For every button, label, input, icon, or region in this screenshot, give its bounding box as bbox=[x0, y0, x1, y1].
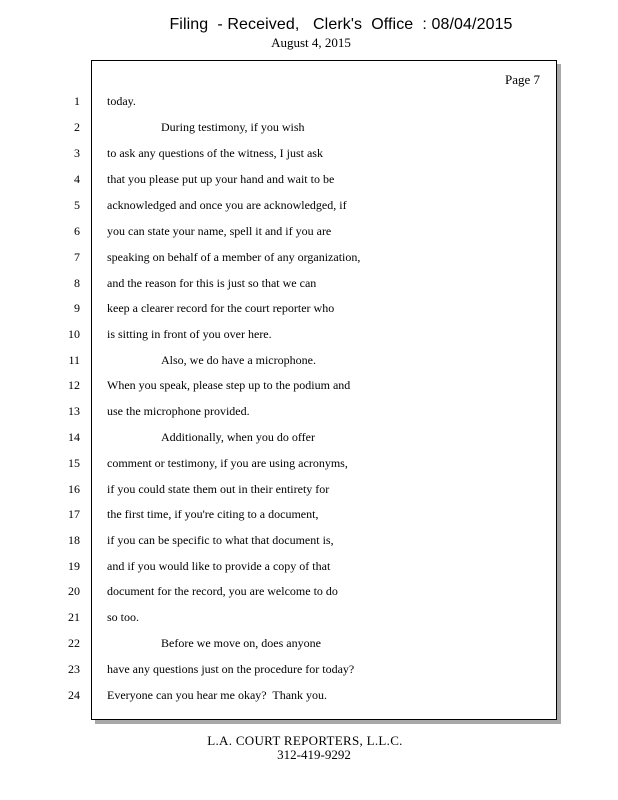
transcript-line: Also, we do have a microphone. bbox=[161, 353, 316, 367]
line-number: 23 bbox=[68, 662, 80, 676]
transcript-line: today. bbox=[107, 94, 136, 108]
line-number: 22 bbox=[68, 636, 80, 650]
line-number: 11 bbox=[68, 353, 80, 367]
line-number: 16 bbox=[68, 482, 80, 496]
transcript-line: speaking on behalf of a member of any organization, bbox=[107, 250, 361, 264]
transcript-line: that you please put up your hand and wait to be bbox=[107, 172, 335, 186]
transcript-line: to ask any questions of the witness, I just ask bbox=[107, 146, 323, 160]
line-number: 13 bbox=[68, 404, 80, 418]
transcript-line: and the reason for this is just so that we can bbox=[107, 276, 317, 290]
line-number: 8 bbox=[74, 276, 80, 290]
line-number: 17 bbox=[68, 507, 80, 521]
line-number: 3 bbox=[74, 146, 80, 160]
transcript-line: if you could state them out in their entirety for bbox=[107, 482, 330, 496]
transcript-line: During testimony, if you wish bbox=[161, 120, 305, 134]
transcript-line: the first time, if you're citing to a document, bbox=[107, 507, 319, 521]
transcript-line: use the microphone provided. bbox=[107, 404, 250, 418]
line-number: 19 bbox=[68, 559, 80, 573]
line-number: 9 bbox=[74, 301, 80, 315]
transcript-line: if you can be specific to what that document is, bbox=[107, 533, 334, 547]
transcript-line: Before we move on, does anyone bbox=[161, 636, 321, 650]
transcript-line: and if you would like to provide a copy of that bbox=[107, 559, 331, 573]
line-number: 6 bbox=[74, 224, 80, 238]
transcript-line: Additionally, when you do offer bbox=[161, 430, 315, 444]
transcript-line: Everyone can you hear me okay? Thank you. bbox=[107, 688, 328, 702]
transcript-line: so too. bbox=[107, 610, 140, 624]
transcript-line: is sitting in front of you over here. bbox=[107, 327, 272, 341]
line-number: 24 bbox=[68, 688, 80, 702]
line-number: 2 bbox=[74, 120, 80, 134]
line-number: 14 bbox=[68, 430, 80, 444]
line-number: 1 bbox=[74, 94, 80, 108]
transcript-line: keep a clearer record for the court reporter who bbox=[107, 301, 335, 315]
filing-date: August 4, 2015 bbox=[271, 35, 351, 50]
line-number: 21 bbox=[68, 610, 80, 624]
line-number: 7 bbox=[74, 250, 80, 264]
footer-firm-name: L.A. COURT REPORTERS, L.L.C. bbox=[207, 733, 403, 748]
line-number: 10 bbox=[68, 327, 80, 341]
transcript-line: have any questions just on the procedure for today? bbox=[107, 662, 355, 676]
line-number: 5 bbox=[74, 198, 80, 212]
footer-phone: 312-419-9292 bbox=[277, 747, 351, 762]
line-number: 20 bbox=[68, 584, 80, 598]
page-number: Page 7 bbox=[504, 72, 540, 87]
transcript-line: document for the record, you are welcome to do bbox=[107, 584, 338, 598]
line-number: 4 bbox=[74, 172, 80, 186]
filing-stamp: Filing - Received, Clerk's Office : 08/04/2015 bbox=[169, 16, 513, 33]
transcript-line: comment or testimony, if you are using acronyms, bbox=[107, 456, 348, 470]
line-number: 12 bbox=[68, 378, 80, 392]
line-number: 15 bbox=[68, 456, 80, 470]
transcript-line: acknowledged and once you are acknowledged, if bbox=[107, 198, 347, 212]
transcript-line: When you speak, please step up to the podium and bbox=[107, 378, 351, 392]
transcript-line: you can state your name, spell it and if you are bbox=[107, 224, 332, 238]
line-number: 18 bbox=[68, 533, 80, 547]
